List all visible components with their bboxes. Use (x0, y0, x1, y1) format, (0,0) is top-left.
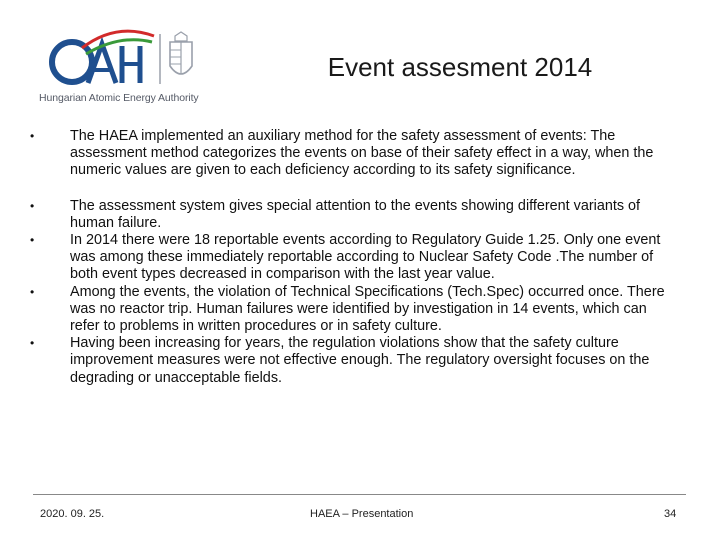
bullet-text: Among the events, the violation of Technical Specifications (Tech.Spec) occurred once. There was no reactor trip. Human failures were identified by investigation in 14 events, which can refer to problems in written procedures or in safety culture. (70, 283, 665, 335)
bullet-marker: • (30, 284, 35, 299)
bullet-item (30, 128, 680, 180)
bullet-text: The HAEA implemented an auxiliary method for the safety assessment of events: The assessment method categorizes the events on base of their safety effect in a way, when the numeric values are given to each deficiency according to its safety significance. (70, 128, 654, 179)
logo-caption: Hungarian Atomic Energy Authority (39, 92, 199, 104)
bullet-marker: • (30, 336, 35, 351)
haea-logo (36, 28, 206, 108)
footer-divider (33, 494, 686, 495)
footer-presentation-label: HAEA – Presentation (310, 508, 414, 520)
bullet-item (30, 232, 680, 284)
bullet-list (30, 128, 680, 387)
slide-title: Event assesment 2014 (327, 52, 593, 82)
bullet-marker: • (30, 233, 35, 248)
bullet-item (30, 335, 680, 387)
bullet-item (30, 198, 680, 232)
page-number: 34 (664, 508, 677, 520)
bullet-item (30, 284, 680, 336)
bullet-marker: • (30, 198, 35, 213)
bullet-marker: • (30, 129, 35, 143)
bullet-text: The assessment system gives special attention to the events showing different variants of human failure. (70, 197, 641, 231)
bullet-text: Having been increasing for years, the regulation violations show that the safety culture improvement measures were not effective enough. The regulatory oversight focuses on the degrading or unacceptable fields. (70, 335, 650, 386)
haea-emblem-icon (36, 28, 206, 92)
footer-date: 2020. 09. 25. (40, 508, 105, 520)
bullet-text: In 2014 there were 18 reportable events according to Regulatory Guide 1.25. Only one event was among these immediately reportable according to Nuclear Safety Code .The number of both event types decreased in comparison with the last year value. (70, 232, 661, 283)
